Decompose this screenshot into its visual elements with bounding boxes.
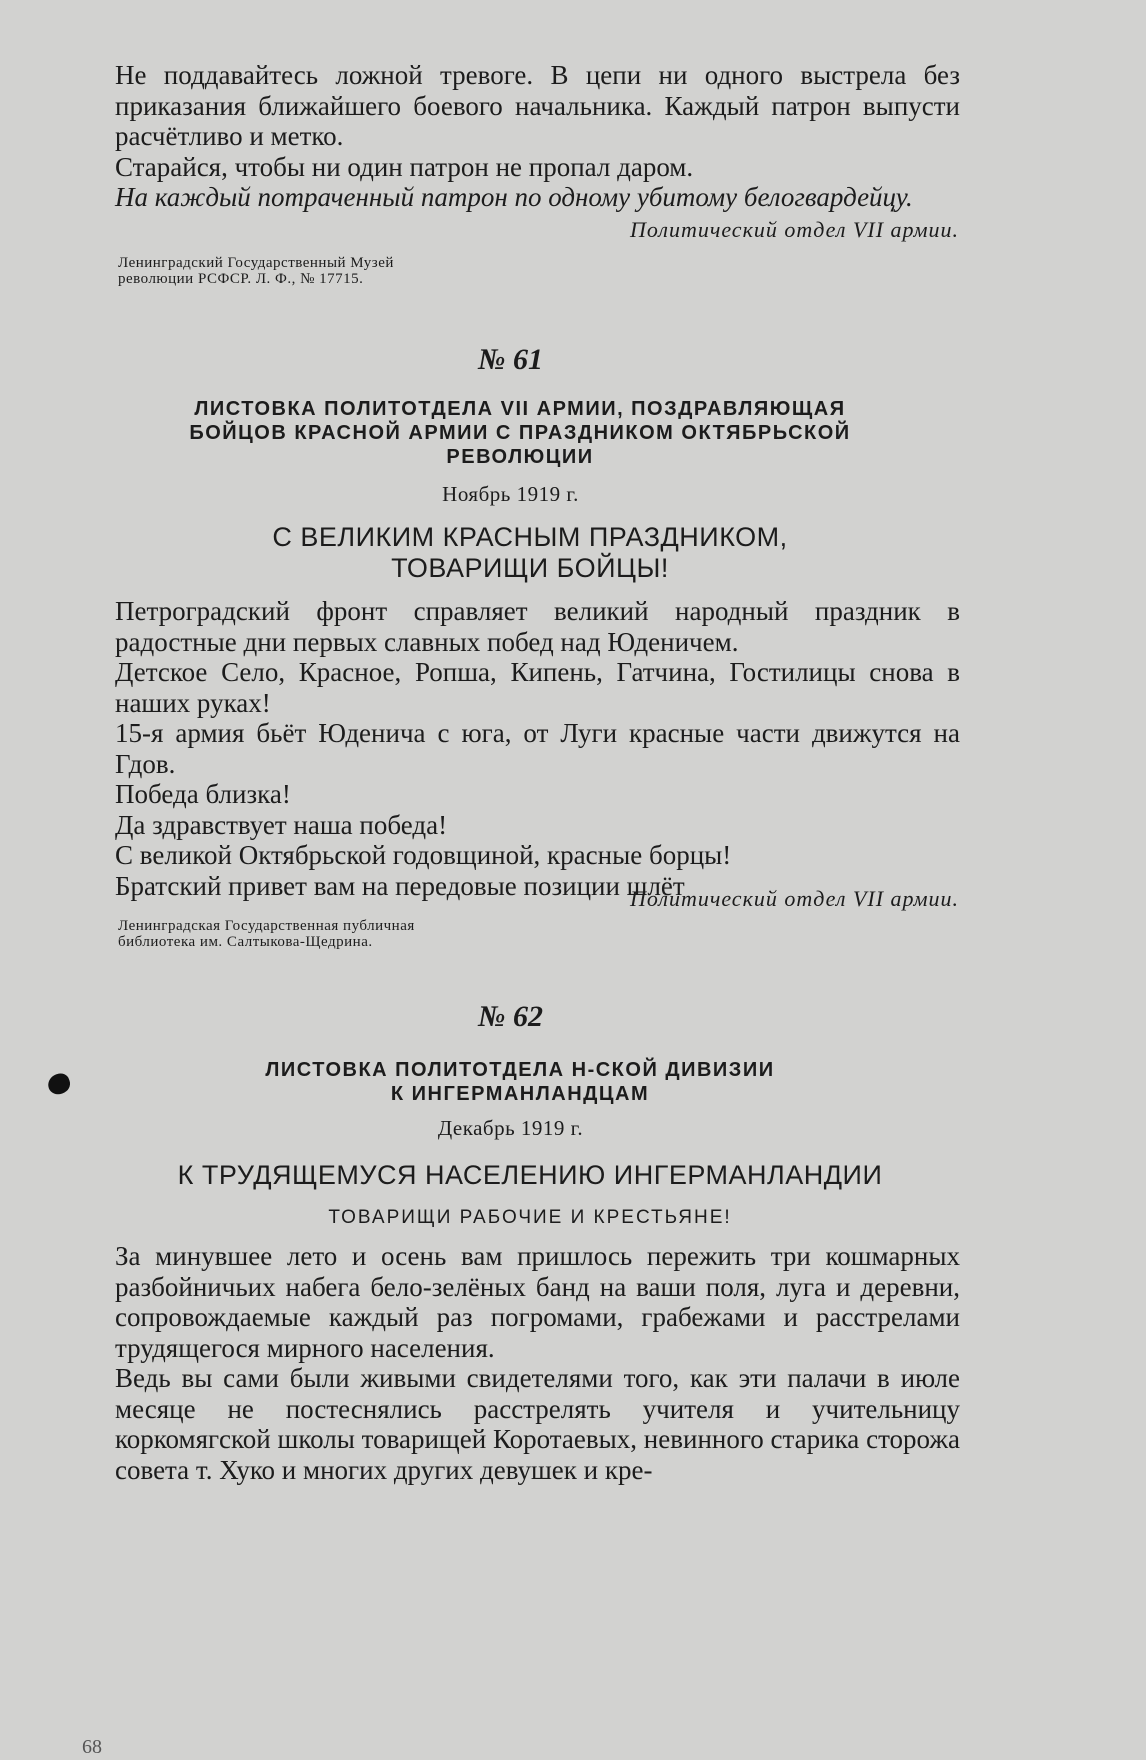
paragraph: 15-я армия бьёт Юденича с юга, от Луги красные части движутся на Гдов. bbox=[115, 718, 960, 779]
leaflet-title bbox=[130, 522, 930, 584]
heading-line: ЛИСТОВКА ПОЛИТОТДЕЛА VII АРМИИ, ПОЗДРАВЛЯЮЩАЯ bbox=[194, 398, 846, 420]
page-number: 68 bbox=[82, 1736, 102, 1758]
paragraph: С великой Октябрьской годовщиной, красные борцы! bbox=[115, 840, 732, 870]
paragraph: Старайся, чтобы ни один патрон не пропал даром. bbox=[115, 151, 694, 182]
paragraph: Братский привет вам на передовые позиции шлёт bbox=[115, 870, 685, 901]
source-line: Ленинградская Государственная публичная bbox=[118, 918, 415, 934]
paragraph: Не поддавайтесь ложной тревоге. В цепи ни одного выстрела без приказания ближайшего боевого начальника. Каждый патрон выпусти расчётливо и метко. bbox=[115, 60, 960, 151]
paragraph: Детское Село, Красное, Ропша, Кипень, Гатчина, Гостилицы снова в наших руках! bbox=[115, 657, 960, 718]
signature: Политический отдел VII армии. bbox=[630, 886, 959, 911]
heading-line: РЕВОЛЮЦИИ bbox=[446, 446, 594, 468]
title-line: С ВЕЛИКИМ КРАСНЫМ ПРАЗДНИКОМ, bbox=[272, 522, 788, 552]
paragraph: Победа близка! bbox=[115, 779, 291, 809]
doc61-text-block bbox=[115, 596, 960, 901]
heading-line: ЛИСТОВКА ПОЛИТОТДЕЛА Н-СКОЙ ДИВИЗИИ bbox=[265, 1059, 775, 1081]
document-date: Ноябрь 1919 г. bbox=[442, 482, 579, 506]
document-heading bbox=[130, 397, 910, 469]
leaflet-subtitle: ТОВАРИЩИ РАБОЧИЕ И КРЕСТЬЯНЕ! bbox=[328, 1207, 732, 1228]
paragraph: Да здравствует наша победа! bbox=[115, 809, 448, 840]
heading-line: БОЙЦОВ КРАСНОЙ АРМИИ С ПРАЗДНИКОМ ОКТЯБРЬСКОЙ bbox=[189, 422, 851, 444]
heading-line: К ИНГЕРМАНЛАНДЦАМ bbox=[390, 1083, 650, 1105]
ink-blot bbox=[45, 1071, 73, 1097]
source-note bbox=[118, 918, 415, 950]
leaflet-title: К ТРУДЯЩЕМУСЯ НАСЕЛЕНИЮ ИНГЕРМАНЛАНДИИ bbox=[177, 1160, 883, 1190]
document-heading bbox=[130, 1058, 910, 1106]
source-line: революции РСФСР. Л. Ф., № 17715. bbox=[118, 271, 364, 287]
signature: Политический отдел VII армии. bbox=[630, 217, 959, 242]
doc62-text-block bbox=[115, 1241, 960, 1485]
source-line: библиотека им. Салтыкова-Щедрина. bbox=[118, 934, 373, 950]
document-number: № 61 bbox=[478, 343, 543, 376]
source-note bbox=[118, 255, 394, 287]
title-line: ТОВАРИЩИ БОЙЦЫ! bbox=[391, 553, 669, 583]
source-line: Ленинградский Государственный Музей bbox=[118, 255, 394, 271]
paragraph: Петроградский фронт справляет великий народный праздник в радостные дни первых славных побед над Юденичем. bbox=[115, 596, 960, 657]
prev-text-block bbox=[115, 60, 960, 213]
paragraph: Ведь вы сами были живыми свидетелями того, как эти палачи в июле месяце не постеснялись расстрелять учителя и учительницу коркомягской школы товарищей Коротаевых, невинного старика сторожа совета т. Хуко и многих других девушек и кре- bbox=[115, 1363, 960, 1485]
document-date: Декабрь 1919 г. bbox=[437, 1116, 584, 1140]
document-number: № 62 bbox=[478, 1000, 543, 1033]
italic-slogan: На каждый потраченный патрон по одному убитому белогвардейцу. bbox=[115, 182, 913, 212]
paragraph: За минувшее лето и осень вам пришлось пережить три кошмарных разбойничьих набега бело-зелёных банд на ваши поля, луга и деревни, сопровождаемые каждый раз погромами, грабежами и расстрелами трудящегося мирного населения. bbox=[115, 1241, 960, 1363]
